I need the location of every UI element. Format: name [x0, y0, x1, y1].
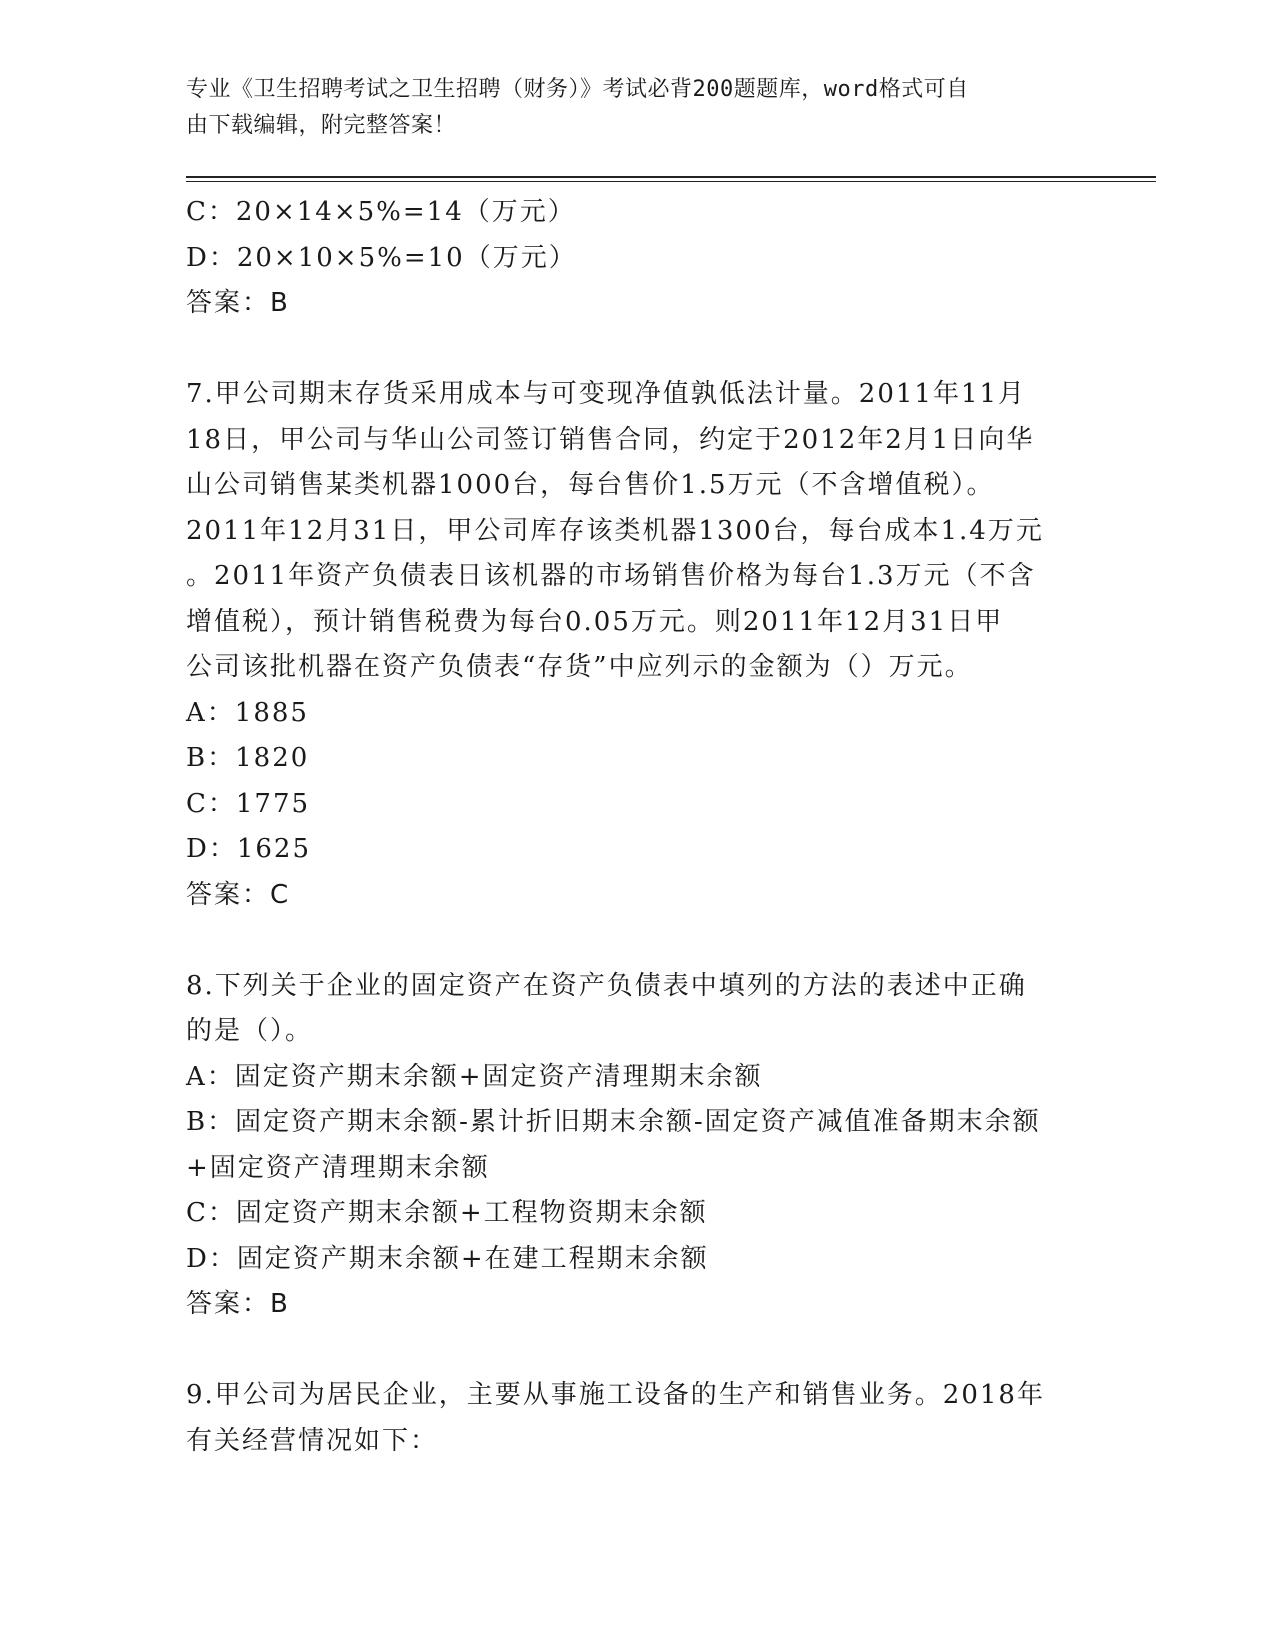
- question-7: [186, 372, 1156, 918]
- header-divider: [186, 176, 1156, 182]
- question-text-line: 18日，甲公司与华山公司签订销售合同，约定于2012年2月1日向华: [186, 424, 1035, 455]
- option-a: A：1885: [186, 697, 309, 728]
- question-text-line: 8.下列关于企业的固定资产在资产负债表中填列的方法的表述中正确: [186, 970, 1027, 1001]
- option-c: C：固定资产期末余额+工程物资期末余额: [186, 1198, 708, 1228]
- option-b: B：1820: [186, 743, 310, 773]
- option-a: A：固定资产期末余额+固定资产清理期末余额: [186, 1061, 763, 1092]
- document-header: [186, 72, 1086, 144]
- answer-line: 答案：B: [186, 1289, 290, 1319]
- option-c: C：20×14×5%=14（万元）: [186, 197, 576, 227]
- header-line-1: 专业《卫生招聘考试之卫生招聘（财务）》考试必背200题题库，word格式可自: [186, 77, 969, 102]
- option-b-continued: +固定资产清理期末余额: [186, 1152, 490, 1183]
- question-8: [186, 964, 1156, 1328]
- question-text-line: 。2011年资产负债表日该机器的市场销售价格为每台1.3万元（不含: [186, 561, 1036, 591]
- option-d: D：20×10×5%=10（万元）: [186, 242, 577, 273]
- spacer: [186, 327, 1156, 373]
- option-b: B：固定资产期末余额-累计折旧期末余额-固定资产减值准备期末余额: [186, 1107, 1041, 1137]
- question-text-line: 公司该批机器在资产负债表“存货”中应列示的金额为（）万元。: [186, 652, 973, 682]
- question-text-line: 7.甲公司期末存货采用成本与可变现净值孰低法计量。2011年11月: [186, 379, 1027, 409]
- question-text-line: 增值税），预计销售税费为每台0.05万元。则2011年12月31日甲: [186, 606, 1004, 637]
- question-text-line: 山公司销售某类机器1000台，每台售价1.5万元（不含增值税）。: [186, 470, 995, 500]
- answer-line: 答案：B: [186, 288, 290, 318]
- document-page: [186, 72, 1156, 1464]
- question-9: [186, 1373, 1156, 1464]
- option-d: D：1625: [186, 834, 312, 864]
- spacer: [186, 1328, 1156, 1374]
- document-body: [186, 190, 1156, 1464]
- question-text-line: 9.甲公司为居民企业，主要从事施工设备的生产和销售业务。2018年: [186, 1380, 1045, 1410]
- question-text-line: 2011年12月31日，甲公司库存该类机器1300台，每台成本1.4万元: [186, 515, 1044, 546]
- answer-line: 答案：C: [186, 879, 291, 910]
- spacer: [186, 918, 1156, 964]
- option-c: C：1775: [186, 788, 311, 819]
- question-text-line: 有关经营情况如下：: [186, 1425, 439, 1456]
- question-text-line: 的是（）。: [186, 1016, 314, 1046]
- header-line-2: 由下载编辑，附完整答案！: [186, 113, 457, 138]
- option-d: D：固定资产期末余额+在建工程期末余额: [186, 1243, 709, 1274]
